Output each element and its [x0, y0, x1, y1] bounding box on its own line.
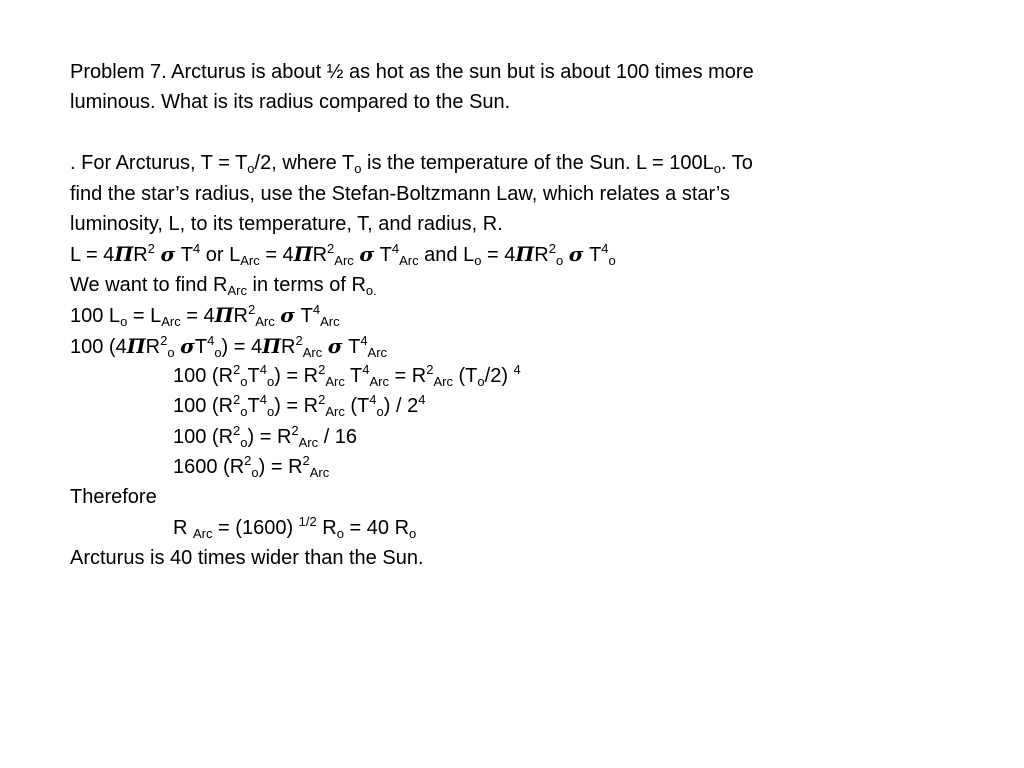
conclusion-line: Arcturus is 40 times wider than the Sun. [70, 547, 424, 570]
intro-line-1: . For Arcturus, $T = T_o/2$, where $T_o$ is the temperature of the Sun. $L = 100L_o$. To [70, 152, 753, 177]
blank-line [70, 118, 970, 148]
equation-step-2: 100 ($4\Pi R^2_o$ $\sigma T^4_o) = 4\Pi R^2_{Arc}$ σ $T^4_{Arc}$ [70, 332, 388, 360]
therefore-label: Therefore [70, 486, 157, 509]
equation-step-4: 100 $(R^2_oT^4_o) = R^2_{Arc}$ $(T^4_o) / 2^4$ [173, 392, 426, 420]
slide-content [70, 57, 970, 574]
want-line: We want to find $R_{Arc}$ in terms of $R_{o.}$ [70, 273, 377, 298]
equation-step-3: 100 $(R^2_oT^4_o) = R^2_{Arc}$ $T^4_{Arc} = R^2_{Arc}$ $(T_o/2)$ $^4$ [173, 361, 521, 389]
equation-result: R $_{Arc}$ = (1600) $^{1/2}$ $R_o = 40$ $R_o$ [173, 513, 417, 541]
intro-line-2: find the star’s radius, use the Stefan-Boltzmann Law, which relates a star’s [70, 182, 730, 205]
equation-step-6: 1600 $(R^2_o) = R^2_{Arc}$ [173, 453, 330, 481]
problem-line-1: Problem 7. Arcturus is about ½ as hot as the sun but is about 100 times more [70, 61, 754, 83]
problem-line-2: luminous. What is its radius compared to the Sun. [70, 91, 511, 114]
equation-step-5: 100 $(R^2_o) = R^2_{Arc} / 16$ [173, 422, 358, 450]
intro-line-3: luminosity, L, to its temperature, T, and radius, R. [70, 212, 503, 235]
equation-step-1: 100 $L_o = L_{Arc} = 4\Pi R^2_{Arc}$ σ $T^4_{Arc}$ [70, 302, 340, 330]
equation-stefan-boltzmann: $L = 4\Pi R^2$ σ $T^4$ or $L_{Arc} = 4\Pi R^2_{Arc}$ σ $T^4_{Arc}$ and $L_o = 4\Pi R^2_o$ σ $T^4_o$ [70, 241, 616, 269]
